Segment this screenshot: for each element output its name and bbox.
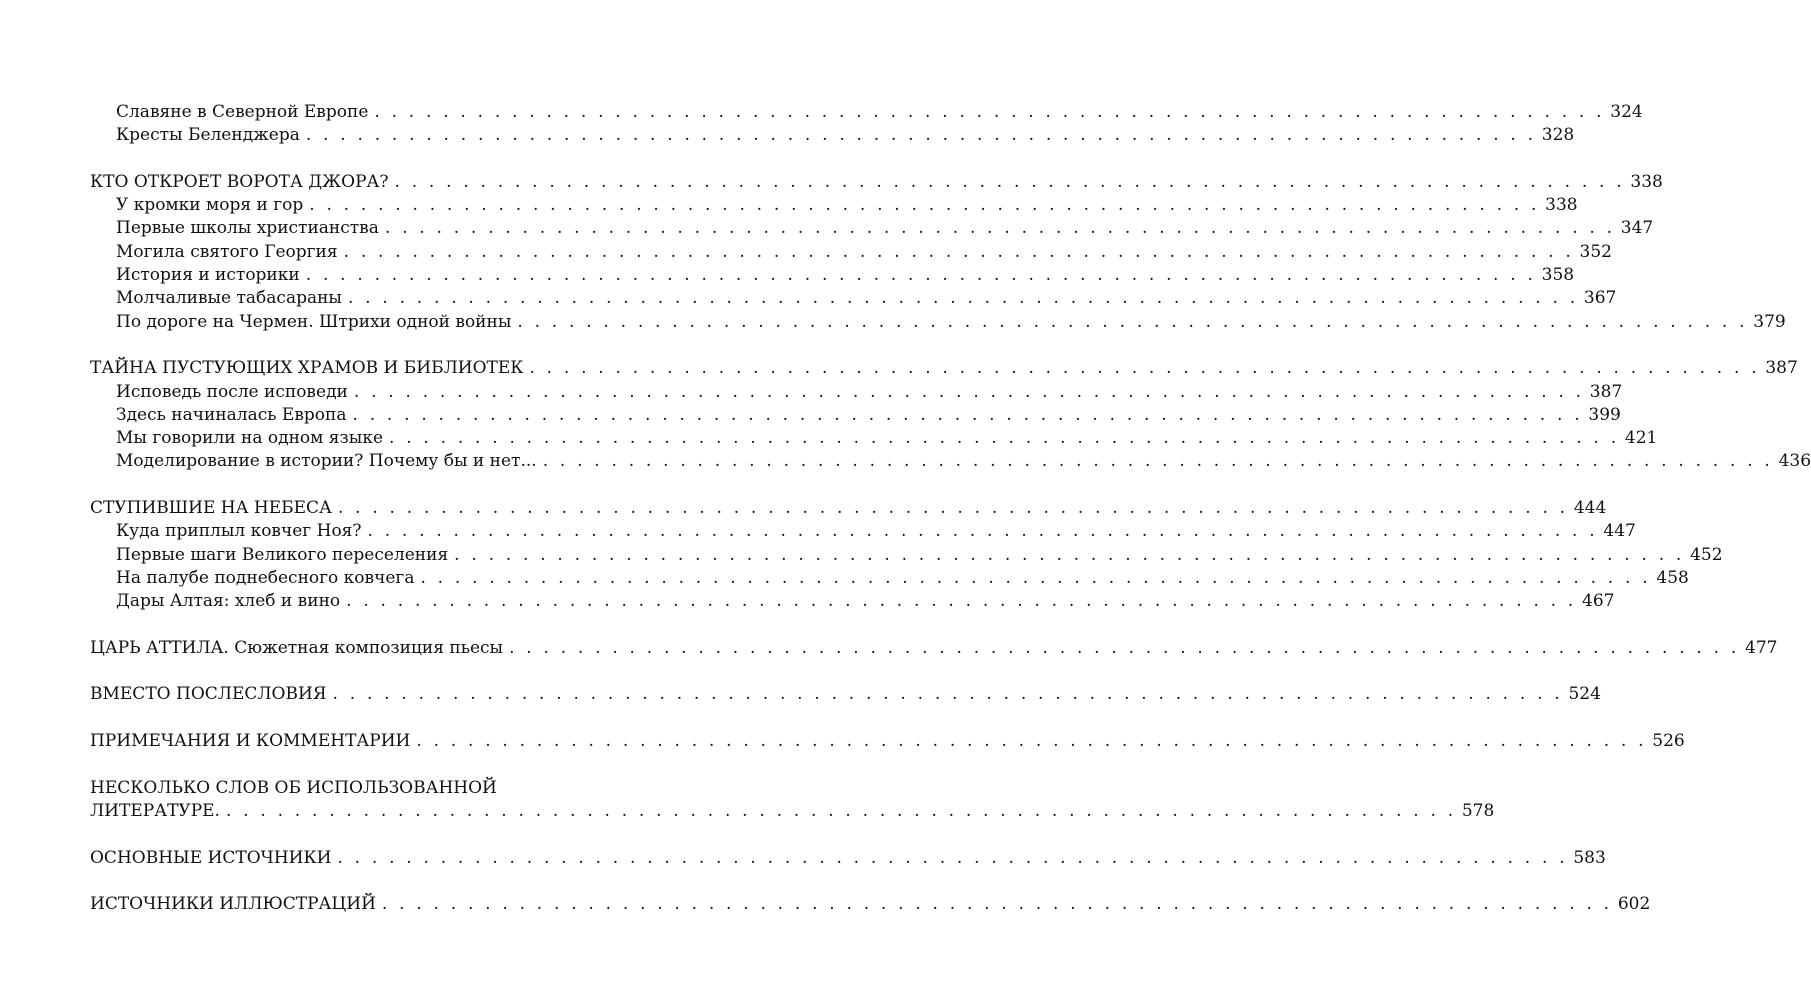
section-spacer <box>90 474 730 497</box>
toc-page-number: 452 <box>1690 544 1723 565</box>
toc-page-number: 578 <box>1461 800 1495 821</box>
toc-entry-title: Мы говорили на одном языке <box>116 428 384 449</box>
dot-leader <box>346 404 1582 427</box>
toc-page-number: 458 <box>1656 567 1689 588</box>
dot-leader <box>503 637 1739 660</box>
toc-entry-title: Моделирование в истории? Почему бы и нет... <box>116 451 537 472</box>
dot-leader <box>368 101 1604 124</box>
dot-leader <box>348 381 1584 404</box>
toc-page-number: 338 <box>1545 195 1578 216</box>
toc-page-number: 467 <box>1582 591 1615 612</box>
toc-subsection-entry <box>90 404 1621 427</box>
section-spacer <box>90 614 730 637</box>
toc-section-entry <box>90 637 1778 660</box>
toc-entry-title: Исповедь после исповеди <box>116 381 348 402</box>
toc-subsection-entry <box>90 241 1612 264</box>
dot-leader <box>327 683 1563 706</box>
dot-leader <box>300 264 1536 287</box>
toc-page-number: 526 <box>1652 731 1685 752</box>
toc-subsection-entry <box>90 544 1723 567</box>
toc-entry-title: ИСТОЧНИКИ ИЛЛЮСТРАЦИЙ <box>90 894 376 915</box>
toc-section-entry <box>90 777 730 800</box>
dot-leader <box>414 567 1650 590</box>
toc-entry-title: Молчаливые табасараны <box>116 288 342 309</box>
toc-subsection-entry <box>90 264 1575 287</box>
toc-subsection-entry <box>90 311 1786 334</box>
toc-page-number: 387 <box>1765 358 1798 379</box>
toc-subsection-entry <box>90 381 1623 404</box>
toc-page-number: 352 <box>1579 241 1612 262</box>
toc-page-number: 338 <box>1630 171 1663 192</box>
toc-entry-title: ВМЕСТО ПОСЛЕСЛОВИЯ <box>90 684 327 705</box>
section-spacer <box>90 334 730 357</box>
section-spacer <box>90 148 730 171</box>
toc-entry-title: СТУПИВШИЕ НА НЕБЕСА <box>90 498 332 519</box>
dot-leader <box>303 194 1539 217</box>
toc-subsection-entry <box>90 101 1643 124</box>
section-spacer <box>90 823 730 846</box>
dot-leader <box>342 287 1578 310</box>
toc-entry-title: Первые школы христианства <box>116 218 379 239</box>
toc-entry-title: ЦАРЬ АТТИЛА. Сюжетная композиция пьесы <box>90 637 504 658</box>
dot-leader <box>300 124 1536 147</box>
toc-entry-title: ОСНОВНЫЕ ИСТОЧНИКИ <box>90 847 332 868</box>
toc-entry-title: Первые шаги Великого переселения <box>116 544 449 565</box>
toc-page-number: 399 <box>1588 404 1621 425</box>
toc-subsection-entry <box>90 194 1578 217</box>
dot-leader <box>383 427 1619 450</box>
dot-leader <box>537 450 1773 473</box>
toc-entry-title: По дороге на Чермен. Штрихи одной войны <box>116 311 512 332</box>
section-spacer <box>90 707 730 730</box>
toc-page-number: 436 <box>1778 451 1811 472</box>
toc-page-number: 358 <box>1541 265 1575 286</box>
toc-subsection-entry <box>90 450 1811 473</box>
toc-subsection-entry <box>90 520 1636 543</box>
toc-entry-title: КТО ОТКРОЕТ ВОРОТА ДЖОРА? <box>90 171 389 192</box>
dot-leader <box>338 241 1574 264</box>
toc-section-entry <box>90 730 1685 753</box>
toc-entry-title: На палубе поднебесного ковчега <box>116 567 415 588</box>
dot-leader <box>410 730 1646 753</box>
toc-page-number: 387 <box>1589 381 1623 402</box>
toc-subsection-entry <box>90 590 1615 613</box>
toc-entry-title: Куда приплыл ковчег Ноя? <box>116 521 362 542</box>
dot-leader <box>379 217 1615 240</box>
toc-subsection-entry <box>90 124 1575 147</box>
toc-entry-title: У кромки моря и гор <box>116 195 304 216</box>
toc-entry-title: ЛИТЕРАТУРЕ. <box>90 800 220 821</box>
toc-section-entry <box>90 893 1651 916</box>
toc-subsection-entry <box>90 217 1654 240</box>
toc-page-number: 602 <box>1617 894 1651 915</box>
toc-page-number: 379 <box>1753 311 1786 332</box>
toc-entry-title: Дары Алтая: хлеб и вино <box>116 591 341 612</box>
toc-section-entry <box>90 683 1601 706</box>
toc-section-entry <box>90 800 1495 823</box>
section-spacer <box>90 660 730 683</box>
toc-entry-title: Кресты Беленджера <box>116 125 300 146</box>
table-of-contents <box>90 101 1811 916</box>
toc-entry-title: НЕСКОЛЬКО СЛОВ ОБ ИСПОЛЬЗОВАННОЙ <box>90 777 497 798</box>
toc-section-entry <box>90 847 1606 870</box>
toc-page-number: 477 <box>1745 637 1778 658</box>
toc-section-entry <box>90 497 1607 520</box>
toc-entry-title: ТАЙНА ПУСТУЮЩИХ ХРАМОВ И БИБЛИОТЕК <box>90 358 524 379</box>
dot-leader <box>376 893 1612 916</box>
dot-leader <box>340 590 1576 613</box>
toc-entry-title: Могила святого Георгия <box>116 241 338 262</box>
section-spacer <box>90 753 730 776</box>
toc-entry-title: Славяне в Северной Европе <box>116 102 369 122</box>
toc-subsection-entry <box>90 567 1689 590</box>
dot-leader <box>220 800 1456 823</box>
toc-page-number: 347 <box>1620 218 1654 239</box>
toc-page-number: 524 <box>1568 684 1601 705</box>
dot-leader <box>331 847 1567 870</box>
toc-section-entry <box>90 171 1663 194</box>
dot-leader <box>389 171 1625 194</box>
dot-leader <box>523 357 1759 380</box>
toc-page-number: 583 <box>1573 847 1606 868</box>
section-spacer <box>90 870 730 893</box>
dot-leader <box>362 520 1598 543</box>
dot-leader <box>448 544 1684 567</box>
toc-page-number: 421 <box>1624 428 1658 449</box>
toc-entry-title: История и историки <box>116 265 300 286</box>
dot-leader <box>511 311 1747 334</box>
toc-page-number: 328 <box>1541 125 1575 146</box>
toc-page-number: 447 <box>1603 521 1636 542</box>
toc-subsection-entry <box>90 427 1658 450</box>
toc-page-number: 367 <box>1583 288 1617 309</box>
toc-section-entry <box>90 357 1798 380</box>
toc-subsection-entry <box>90 287 1617 310</box>
toc-page-number: 324 <box>1610 102 1643 122</box>
toc-entry-title: Здесь начиналась Европа <box>116 404 347 425</box>
dot-leader <box>332 497 1568 520</box>
toc-page-number: 444 <box>1573 498 1607 519</box>
toc-entry-title: ПРИМЕЧАНИЯ И КОММЕНТАРИИ <box>90 731 411 752</box>
